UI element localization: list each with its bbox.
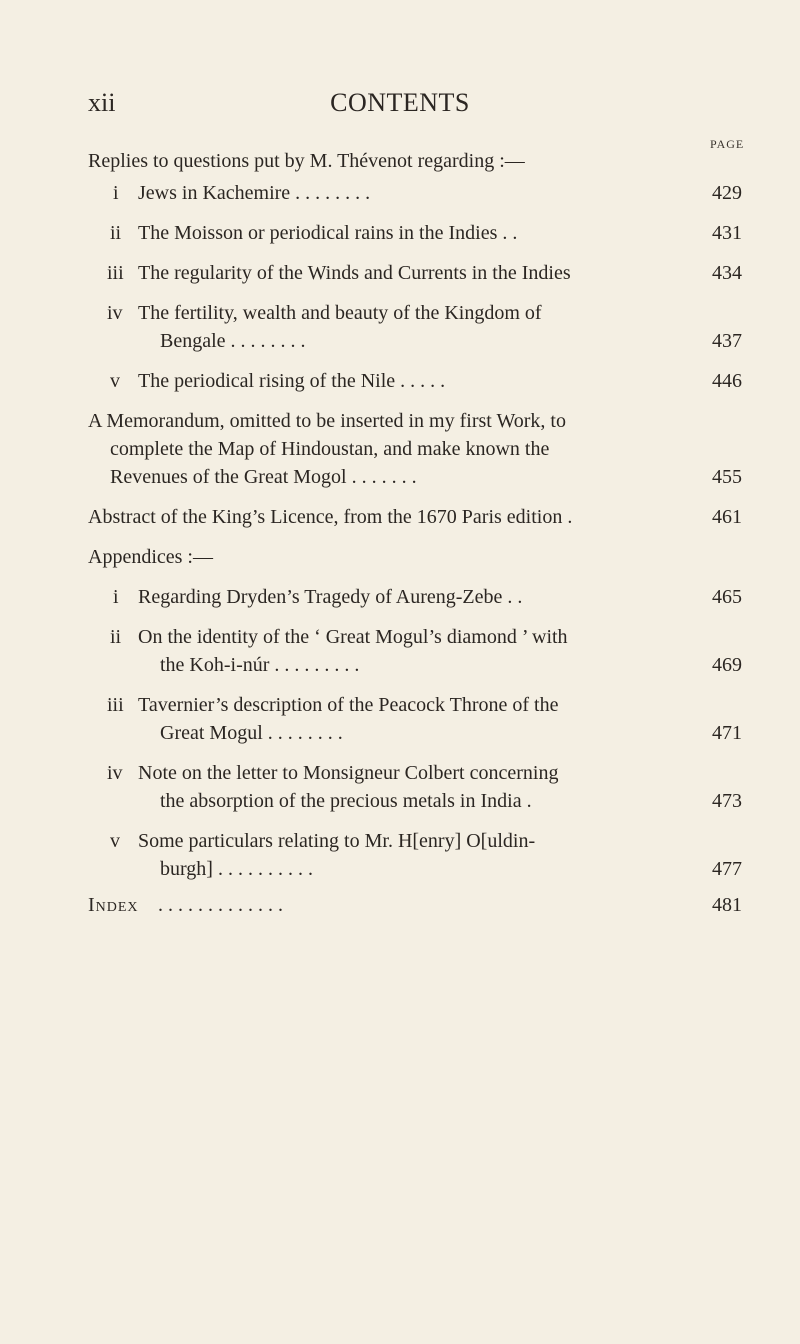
entry-title-continuation: the Koh-i-núr . . . . . . . . .: [160, 654, 360, 676]
folio-number: xii: [88, 88, 116, 117]
replies-heading-text: Replies to questions put by M. Thévenot regarding :—: [88, 150, 525, 172]
entry-page-number: 437: [712, 330, 742, 352]
entry-title-continuation: burgh] . . . . . . . . . .: [160, 858, 313, 880]
entry-numeral: ii: [110, 222, 122, 244]
entry-numeral: iii: [107, 694, 124, 716]
entry-page-number: 471: [712, 722, 742, 744]
entry-title: On the identity of the ‘ Great Mogul’s diamond ’ with: [138, 626, 568, 648]
entry-title: Some particulars relating to Mr. H[enry] O[uldin-: [138, 830, 536, 852]
entry-numeral: i: [113, 586, 119, 608]
entry-numeral: iv: [107, 302, 123, 324]
entry-title: Note on the letter to Monsigneur Colbert concerning: [138, 762, 559, 784]
entry-title: Jews in Kachemire . . . . . . . .: [138, 182, 371, 204]
entry-page-number: 446: [712, 370, 742, 392]
appendices-heading: Appendices :—: [88, 546, 213, 568]
entry-page-number: 465: [712, 586, 742, 608]
entry-title-continuation: Bengale . . . . . . . .: [160, 330, 306, 352]
entry-page-number: 477: [712, 858, 742, 880]
entry-page-number: 461: [712, 506, 742, 528]
entry-title-continuation: complete the Map of Hindoustan, and make known the: [110, 438, 550, 460]
entry-page-number: 473: [712, 790, 742, 812]
entry-page-number: 455: [712, 466, 742, 488]
entry-title-continuation: Great Mogul . . . . . . . .: [160, 722, 343, 744]
entry-page-number: 469: [712, 654, 742, 676]
entry-title: The regularity of the Winds and Currents in the Indies: [138, 262, 571, 284]
entry-page-number: 431: [712, 222, 742, 244]
page-column-label: PAGE: [710, 137, 745, 151]
entry-title-continuation: the absorption of the precious metals in India .: [160, 790, 532, 812]
entry-title: Regarding Dryden’s Tragedy of Aureng-Zebe . .: [138, 586, 523, 608]
entry-page-number: 434: [712, 262, 742, 284]
page-header: [0, 88, 800, 128]
entry-title: The periodical rising of the Nile . . . . .: [138, 370, 446, 392]
entry-title: The Moisson or periodical rains in the Indies . .: [138, 222, 518, 244]
entry-title: Tavernier’s description of the Peacock Throne of the: [138, 694, 559, 716]
entry-leader-dots: . . . . . . . . . . . . .: [158, 894, 283, 916]
entry-numeral: iii: [107, 262, 124, 284]
entry-title: Abstract of the King’s Licence, from the 1670 Paris edition .: [88, 506, 573, 528]
entry-page-number: 481: [712, 894, 742, 916]
running-title: CONTENTS: [330, 88, 470, 117]
entry-numeral: iv: [107, 762, 123, 784]
entry-title-continuation: Revenues of the Great Mogol . . . . . . .: [110, 466, 417, 488]
entry-numeral: v: [110, 370, 120, 392]
entry-title: The fertility, wealth and beauty of the Kingdom of: [138, 302, 542, 324]
replies-heading: [88, 146, 525, 176]
entry-title: A Memorandum, omitted to be inserted in my first Work, to: [88, 410, 566, 432]
entry-numeral: ii: [110, 626, 122, 648]
entry-numeral: i: [113, 182, 119, 204]
entry-title: Index: [88, 894, 139, 916]
entry-page-number: 429: [712, 182, 742, 204]
entry-numeral: v: [110, 830, 120, 852]
